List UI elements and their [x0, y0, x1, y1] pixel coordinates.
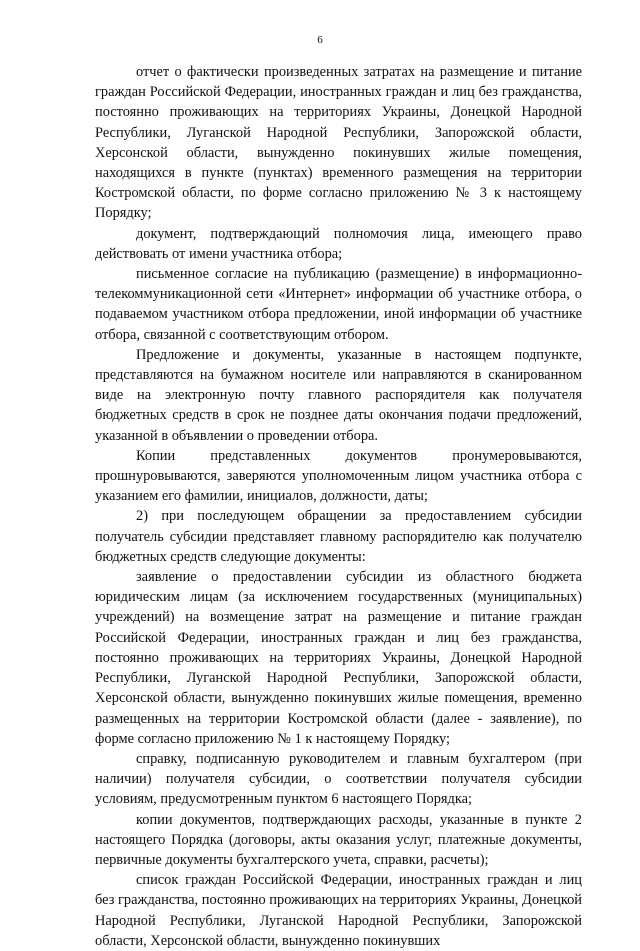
paragraph-copies-certification: Копии представленных документов пронумеровываются, прошнуровываются, заверяются уполномоченным лицом участника отбора с указанием его фамилии, инициалов, должности, даты; [95, 447, 582, 505]
paragraph-submission-procedure: Предложение и документы, указанные в настоящем подпункте, представляются на бумажном носителе или направляются в сканированном виде на электронную почту главного распорядителя как получателя бюджетных средств в срок не позднее даты окончания подачи предложений, указанной в объявлении о проведении отбора. [95, 346, 582, 444]
paragraph-citizens-list: список граждан Российской Федерации, иностранных граждан и лиц без гражданства, постоянно проживающих на территориях Украины, Донецкой Народной Республики, Луганской Народной Республики, Запорожской области, Херсонской области, вынужденно покинувших [95, 872, 582, 949]
paragraph-publication-consent: письменное согласие на публикацию (размещение) в информационно-телекоммуникационной сети «Интернет» информации об участнике отбора, о подаваемом участником отбора предложении, иной информации об участнике отбора, связанной с соответствующим отбором. [95, 266, 582, 343]
paragraph-subsequent-request: 2) при последующем обращении за предоставлением субсидии получатель субсидии представляет главному распорядителю как получателю бюджетных средств следующие документы: [95, 508, 582, 565]
document-body [95, 62, 582, 951]
page-number: 6 [317, 34, 323, 46]
paragraph-expense-report: отчет о фактически произведенных затратах на размещение и питание граждан Российской Федерации, иностранных граждан и лиц без гражданства, постоянно проживающих на территориях Украины, Донецкой Народной Республики, Луганской Народной Республики, Запорожской области, Херсонской области, вынужденно покинувших жилые помещения, находящихся в пункте (пунктах) временного размещения на территории Костромской области, по форме согласно приложению № 3 к настоящему Порядку; [95, 64, 582, 222]
paragraph-certificate: справку, подписанную руководителем и главным бухгалтером (при наличии) получателя субсидии, о соответствии получателя субсидии условиям, предусмотренным пунктом 6 настоящего Порядка; [95, 750, 582, 808]
paragraph-application: заявление о предоставлении субсидии из областного бюджета юридическим лицам (за исключением государственных (муниципальных) учреждений) на возмещение затрат на размещение и питание граждан Российской Федерации, иностранных граждан и лиц без гражданства, постоянно проживающих на территориях Украины, Донецкой Народной Республики, Луганской Народной Республики, Запорожской области, Херсонской области, вынужденно покинувших жилые помещения, временно размещенных на территории Костромской области (далее - заявление), по форме согласно приложению № 1 к настоящему Порядку; [95, 569, 582, 747]
paragraph-expense-documents: копии документов, подтверждающих расходы, указанные в пункте 2 настоящего Порядка (договоры, акты оказания услуг, платежные документы, первичные документы бухгалтерского учета, справки, расчеты); [95, 811, 582, 868]
paragraph-authority-document: документ, подтверждающий полномочия лица, имеющего право действовать от имени участника отбора; [95, 225, 582, 262]
